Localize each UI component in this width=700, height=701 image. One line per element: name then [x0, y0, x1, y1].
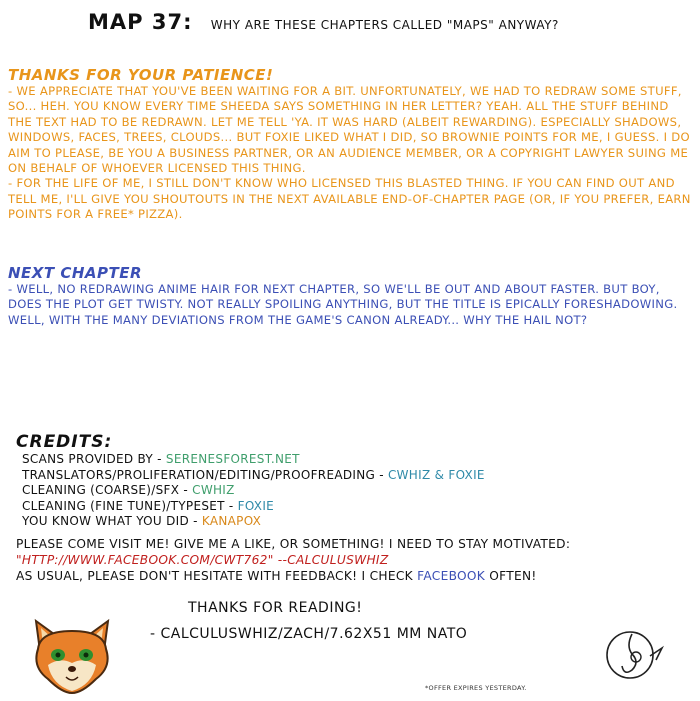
doodle-signature-icon — [602, 626, 664, 682]
map-number: MAP 37: — [88, 10, 193, 34]
next-chapter-heading: NEXT CHAPTER — [8, 264, 143, 282]
credit-value: SERENESFOREST.NET — [165, 452, 300, 466]
credit-value: CWHIZ — [192, 483, 235, 498]
page-subtitle: WHY ARE THESE CHAPTERS CALLED "MAPS" ANYWAY? — [210, 18, 559, 32]
credit-value: FOXIE — [237, 498, 275, 513]
credit-row: CLEANING (COARSE)/SFX - CWHIZ — [22, 483, 235, 498]
feedback-text: AS USUAL, PLEASE DON'T HESITATE WITH FEEDBACK! I CHECK FACEBOOK OFTEN! — [16, 569, 537, 583]
offer-note: *OFFER EXPIRES YESTERDAY. — [425, 684, 527, 692]
url-signature: --CALCULUSWHIZ — [277, 553, 389, 567]
credit-row: CLEANING (FINE TUNE)/TYPESET - FOXIE — [22, 498, 275, 513]
credits-heading: CREDITS: — [16, 432, 113, 452]
credit-row: YOU KNOW WHAT YOU DID - KANAPOX — [22, 514, 262, 529]
licensing-text: - FOR THE LIFE OF ME, I STILL DON'T KNOW WHO LICENSED THIS BLASTED THING. IF YOU CAN FIND OUT AND TELL ME, I'LL GIVE YOU SHOUTOUTS IN THE NEXT AVAILABLE END-OF-CHAPTER PAGE (OR, IF YOU PREFER, EARN POINTS FOR A FREE* PIZZA). — [8, 176, 691, 222]
next-chapter-text: - WELL, NO REDRAWING ANIME HAIR FOR NEXT CHAPTER, SO WE'LL BE OUT AND ABOUT FASTER. BUT BOY, DOES THE PLOT GET TWISTY. NOT REALLY SPOILING ANYTHING, BUT THE TITLE IS EPICALLY FORESHADOWING. WELL, WITH THE MANY DEVIATIONS FROM THE GAME'S CANON ALREADY... WHY THE HAIL NOT? — [8, 282, 678, 327]
thanks-text: THANKS FOR READING! — [188, 600, 363, 616]
visit-block — [16, 536, 696, 584]
facebook-line — [16, 552, 696, 568]
next-chapter-section — [8, 264, 696, 328]
fox-mascot-icon — [30, 617, 114, 697]
patience-section — [8, 66, 696, 223]
facebook-word: FACEBOOK — [417, 569, 486, 583]
page-title — [88, 10, 559, 34]
credit-value: CWHIZ & FOXIE — [387, 467, 485, 482]
facebook-url-link[interactable]: "HTTP://WWW.FACEBOOK.COM/CWT762" — [16, 553, 274, 567]
credit-row: SCANS PROVIDED BY - SERENESFOREST.NET — [22, 452, 300, 466]
credits-list — [22, 452, 485, 530]
patience-text: - WE APPRECIATE THAT YOU'VE BEEN WAITING FOR A BIT. UNFORTUNATELY, WE HAD TO REDRAW SOME STUFF, SO... HEH. YOU KNOW EVERY TIME SHEEDA SAYS SOMETHING IN HER LETTER? YEAH. ALL THE STUFF BEHIND THE TEXT HAD TO BE REDRAWN. LET ME TELL 'YA. IT WAS HARD (ALBEIT REWARDING). ESPECIALLY SHADOWS, WINDOWS, FACES, TREES, CLOUDS... BUT FOXIE LIKED WHAT I DID, SO BROWNIE POINTS FOR ME, I GUESS. I DO AIM TO PLEASE, BE YOU A BUSINESS PARTNER, OR AN AUDIENCE MEMBER, OR A COPYRIGHT LAWYER SUING ME ON BEHALF OF WHOEVER LICENSED THIS THING. — [8, 84, 690, 176]
patience-heading: THANKS FOR YOUR PATIENCE! — [8, 66, 274, 84]
signature-text: - CALCULUSWHIZ/ZACH/7.62X51 MM NATO — [150, 626, 468, 642]
credit-value: KANAPOX — [201, 514, 262, 529]
credit-row: TRANSLATORS/PROLIFERATION/EDITING/PROOFREADING - CWHIZ & FOXIE — [22, 467, 485, 482]
visit-text: PLEASE COME VISIT ME! GIVE ME A LIKE, OR SOMETHING! I NEED TO STAY MOTIVATED: — [16, 537, 571, 551]
